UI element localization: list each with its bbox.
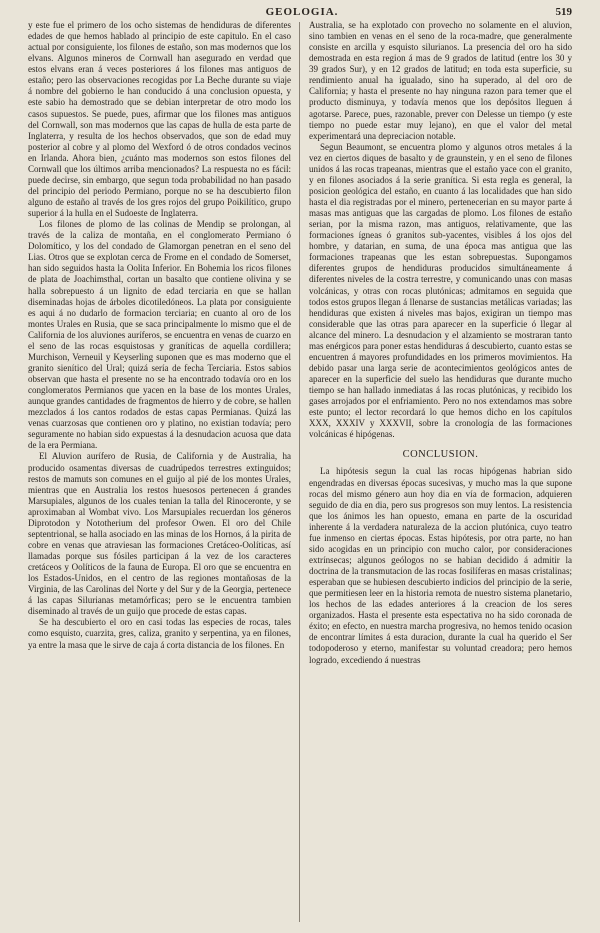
paragraph: La hipótesis segun la cual las rocas hipógenas habrian sido engendradas en diversas épocas sucesivas, y mucho mas la que supone rocas del mismo género aun hoy dia en vía de formacion, adquieren seguido de dia en dia, pero sus progresos son muy lentos. La resistencia que los ánimos les han opuesto, emana en parte de la oscuridad inherente á la verdadera naturaleza de la accion plutónica, cuyo teatro fue inmenso en ciertas épocas. Estas hipótesis, por otra parte, no han sido acogidas en un principio con mucho calor, por consideraciones extrínsecas; algunos geólogos no se habian decidido á admitir la doctrina de la transmutacion de las rocas fosilíferas en masas cristalinas; esperaban que se hubiesen descubierto indicios del principio de la serie, que permitiesen leer en la historia remota de nuestro sistema planetario, los hechos de las edades anteriores á la creacion de los seres organizados. Hasta el presente esta espectativa no ha sido coronada de éxito; en efecto, en nuestra marcha progresiva, no hemos tenido ocasion de encontrar límites á esta duracion, durante la cual ha querido el Ser todopoderoso y eterno, manifestar su voluntad creadora; pero hemos logrado, excediendo á nuestras [309,466,572,665]
paragraph: El Aluvion aurífero de Rusia, de California y de Australia, ha producido osamentas diversas de cuadrúpedos terrestres extinguidos; restos de mamuts son comunes en el guijo al pié de los montes Urales, mientras que en Australia los restos huesosos pertenecen á grandes Marsupiales, algunos de los cuales tenian la talla del Rinoceronte, y se aproximaban al Wombat vivo. Los Marsupiales recuerdan los géneros Diprotodon y Nototherium del profesor Owen. El oro del Chile septentrional, se halla asociado en las minas de los Hornos, á la pirita de cobre en venas que atraviesan las formaciones Cretáceo-Oolíticas, así llamadas porque sus fósiles participan á la vez de los caracteres cretáceos y Oolíticos de la fauna de Europa. El oro que se encuentra en los Estados-Unidos, en el centro de las regiones montañosas de la Virginia, de las Carolinas del Norte y del Sur y de la Georgia, pertenece á las capas Silurianas metamórficas; pero se le encuentra tambien diseminado al través de un guijo que procede de estas capas. [28,451,291,617]
paragraph: y este fue el primero de los ocho sistemas de hendiduras de diferentes edades de que hemos hablado al principio de este capitulo. En el caso actual por consiguiente, los filones de estaño, son mas modernos que los elvans. Algunos mineros de Cornwall han asegurado en verdad que estos elvans eran á veces posteriores á los filones mas antiguos de estaño; pero las observaciones recogidas por La Beche durante su viaje á nombre del gobierno le han conducido á una conclusion opuesta, y este sabio ha demostrado que se debian interpretar de otro modo los casos supuestos. Se puede, pues, afirmar que los filones mas antiguos del Cornwall, son mas modernos que las capas de hulla de esta parte de Inglaterra, y resulta de los hechos observados, que son de edad muy posterior al cobre y al plomo del Wexford ó de otros condados vecinos en Irlanda. Ahora bien, ¿cuánto mas modernos son estos filones del Cornwall que los últimos arriba mencionados? La respuesta no es fácil: puede decirse, sin embargo, que segun toda probabilidad no han pasado del principio del periodo Permiano, porque no se ha descubierto filon alguno de estaño al través de los gres rojos del grupo Poikilítico, grupo superior á la hulla en el Sudoeste de Inglaterra. [28,20,291,219]
paragraph: Se ha descubierto el oro en casi todas las especies de rocas, tales como esquisto, cuarzita, gres, caliza, granito y serpentina, ya en filones, ya entre la masa que le sirve de caja á corta distancia de los filones. En [28,617,291,650]
section-heading: CONCLUSION. [402,449,479,461]
running-head [32,6,572,20]
column-divider [299,22,300,922]
page-title: GEOLOGIA. [265,6,339,18]
paragraph: Australia, se ha explotado con provecho no solamente en el aluvion, sino tambien en venas en el seno de la roca-madre, que generalmente consiste en arcilla y esquisto silurianos. La presencia del oro ha sido demostrada en esta region á mas de 9 grados de latitud (entre los 30 y 39 grados Sur), y en 12 grados de latitud; en toda esta superficie, su rendimiento anual ha igualado, sino ha superado, al del oro de California; y hasta el presente no hay ninguna razon para temer que el producto disminuya, y todavía menos que los depósitos lleguen á agotarse. Parece, pues, razonable, prever con Delesse un tiempo (y este tiempo no puede estar muy lejano), en que el valor del metal experimentará una depreciacion notable. [309,20,572,141]
page-number: 519 [555,6,572,18]
paragraph: Segun Beaumont, se encuentra plomo y algunos otros metales á la vez en ciertos diques de basalto y de graunstein, y en el seno de filones unidos á las rocas trapeanas, mientras que el estaño yace con el granito, y en filones asociados á la serie granítica. Si esta regla es general, la posicion geológica del estaño, en cuanto á las localidades que han sido hasta el dia registradas por el minero, pertenecerian en su mayor parte á masas mas antiguas que las cargadas de plomo. Los filones de estaño serian, por la misma razon, mas antiguos, relativamente, que las formaciones ígneas ó granitos sub-yacentes, visibles á los ojos del hombre, y datarian, en suma, de una época mas antigua que las formaciones trapeanas que les estan sobrepuestas. Supongamos diferentes grupos de hendiduras producidos simultáneamente á diferentes niveles de la costra terrestre, y comunicando unas con masas volcánicas, y otras con rocas plutónicas; admitamos en seguida que todos estos grupos llegan á llenarse de sustancias metálicas variadas; las hendiduras que existen á niveles mas bajos, exigiran un tiempo mas considerable que las otras para aparecer en la superficie ó llegar al alcance del minero. La desnudacion y el alzamiento se mostraran tanto mas enérgicos para poner estas hendiduras á descubierto, cuanto estas se encuentren á mayores profundidades en los primeros movimientos. Ha debido pasar una larga serie de acontecimientos geológicos antes de aparecer en la superficie del suelo las hendiduras que durante mucho tiempo se han hallado inmediatas á las rocas plutónicas, y recibido los gases arrojados por el enfriamiento. Pero no nos extendamos mas sobre este punto; el lector recordará lo que hemos dicho en los capítulos XXX, XXXIV y XXXVII, sobre la cronología de las formaciones volcánicas é hipógenas. [309,141,572,440]
right-column [309,20,572,925]
paragraph: Los filones de plomo de las colinas de Mendip se prolongan, al través de la caliza de montaña, en el conglomerato Permiano ó Dolomítico, y los del condado de Glamorgan penetran en el seno del Lias. Otros que se explotan cerca de Frome en el condado de Somerset, han sido seguidos hasta la Oolita Inferior. En Bohemia los ricos filones de plata de Joachimsthal, cortan un basalto que contiene olivina y se halla sobrepuesto á un lignito de edad terciaria en que se hallan diseminadas hojas de árboles dicotiledóneos. La plata por consiguiente es aqui á no dudarlo de formacion terciaria; en cuanto al oro de los montes Urales en Rusia, que se saca principalmente lo mismo que el de California de los aluviones auríferos, se encuentra en venas de cuarzo en el seno de las rocas esquistosas y graníticas de aquella cordillera; Murchison, Verneuil y Keyserling suponen que es mas moderno que el granito sienítico del Ural; quizá sería de fecha Terciaria. Estos sabios observan que hasta el presente no se ha encontrado todavía oro en los conglomeratos Permianos que yacen en la base de los montes Urales, aunque grandes cantidades de fragmentos de hierro y de cobre, se hallen mezclados á los cantos rodados de estas capas Permianas. Quizá las venas cuarzosas que contienen oro y platino, no existian todavía; pero seguramente no habian sido expuestas á la desnudacion acuosa que data de la era Permiana. [28,219,291,451]
left-column [28,20,291,925]
